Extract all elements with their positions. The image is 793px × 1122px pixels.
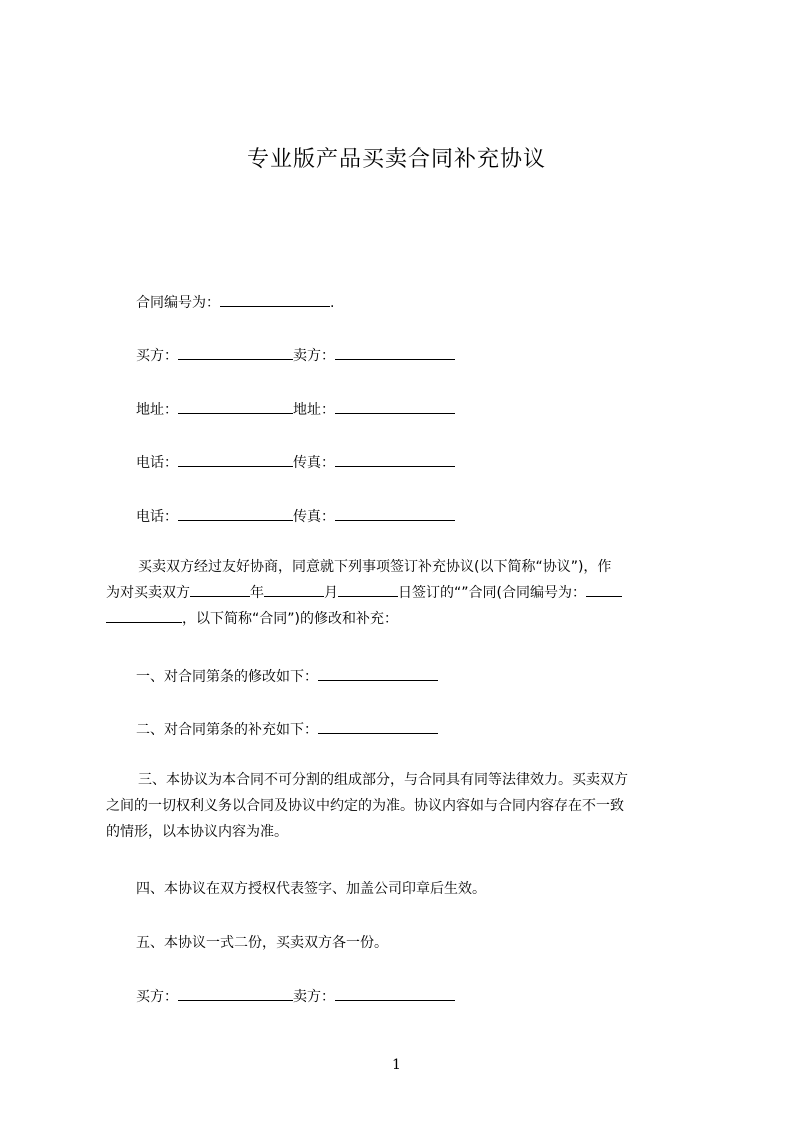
clause-5: 五、本协议一式二份，买卖双方各一份。 [136, 935, 388, 951]
signature-seller-label: 卖方： [293, 989, 335, 1005]
signature-seller-blank[interactable] [335, 986, 455, 1001]
clause-1-blank[interactable] [318, 666, 438, 681]
intro-line-2 [106, 580, 701, 606]
clause-1-text: 一、对合同第条的修改如下： [136, 669, 318, 685]
document-title: 专业版产品买卖合同补充协议 [246, 147, 546, 172]
phone-blank-1[interactable] [178, 452, 293, 467]
seller-label: 卖方： [293, 348, 335, 364]
clause-4: 四、本协议在双方授权代表签字、加盖公司印章后生效。 [136, 881, 486, 897]
buyer-seller-line [136, 345, 455, 366]
clause-3 [106, 767, 701, 845]
signature-line [136, 986, 455, 1007]
phone-fax-line-2 [136, 506, 455, 527]
intro-year-label: 年 [250, 585, 264, 601]
clause-2 [136, 719, 438, 740]
original-contract-number-blank-cont[interactable] [106, 608, 182, 623]
contract-number-label: 合同编号为： [136, 295, 220, 311]
intro-line-3 [106, 606, 701, 632]
clause-3-line-2: 之间的一切权利义务以合同及协议中约定的为准。协议内容如与合同内容存在不一致 [106, 798, 624, 814]
intro-line-2-a: 为对买卖双方 [106, 585, 190, 601]
month-blank[interactable] [264, 582, 324, 597]
intro-line-3-text: ，以下简称“合同”)的修改和补充： [182, 611, 398, 627]
fax-blank-2[interactable] [335, 506, 455, 521]
intro-line-2-d: 日签订的“”合同(合同编号为： [398, 585, 586, 601]
fax-label-2: 传真： [293, 509, 335, 525]
address-line [136, 399, 455, 420]
contract-number-suffix: . [330, 295, 335, 311]
year-blank[interactable] [190, 582, 250, 597]
fax-blank-1[interactable] [335, 452, 455, 467]
contract-number-line [136, 292, 334, 313]
phone-label-2: 电话： [136, 509, 178, 525]
seller-address-label: 地址： [293, 402, 335, 418]
clause-3-line-1: 三、本协议为本合同不可分割的组成部分，与合同具有同等法律效力。买卖双方 [138, 772, 628, 788]
seller-blank[interactable] [335, 345, 455, 360]
intro-paragraph [106, 554, 701, 632]
signature-buyer-blank[interactable] [178, 986, 293, 1001]
signature-buyer-label: 买方： [136, 989, 178, 1005]
seller-address-blank[interactable] [335, 399, 455, 414]
buyer-address-label: 地址： [136, 402, 178, 418]
clause-2-blank[interactable] [318, 719, 438, 734]
original-contract-number-blank[interactable] [586, 582, 622, 597]
buyer-label: 买方： [136, 348, 178, 364]
page-number: 1 [392, 1057, 401, 1073]
clause-2-text: 二、对合同第条的补充如下： [136, 722, 318, 738]
intro-line-1: 买卖双方经过友好协商，同意就下列事项签订补充协议(以下简称“协议”)，作 [138, 559, 612, 575]
clause-3-line-3: 的情形，以本协议内容为准。 [106, 824, 288, 840]
intro-month-label: 月 [324, 585, 338, 601]
phone-blank-2[interactable] [178, 506, 293, 521]
phone-label-1: 电话： [136, 455, 178, 471]
clause-1 [136, 666, 438, 687]
phone-fax-line-1 [136, 452, 455, 473]
contract-number-blank[interactable] [220, 292, 330, 307]
buyer-address-blank[interactable] [178, 399, 293, 414]
fax-label-1: 传真： [293, 455, 335, 471]
buyer-blank[interactable] [178, 345, 293, 360]
day-blank[interactable] [338, 582, 398, 597]
